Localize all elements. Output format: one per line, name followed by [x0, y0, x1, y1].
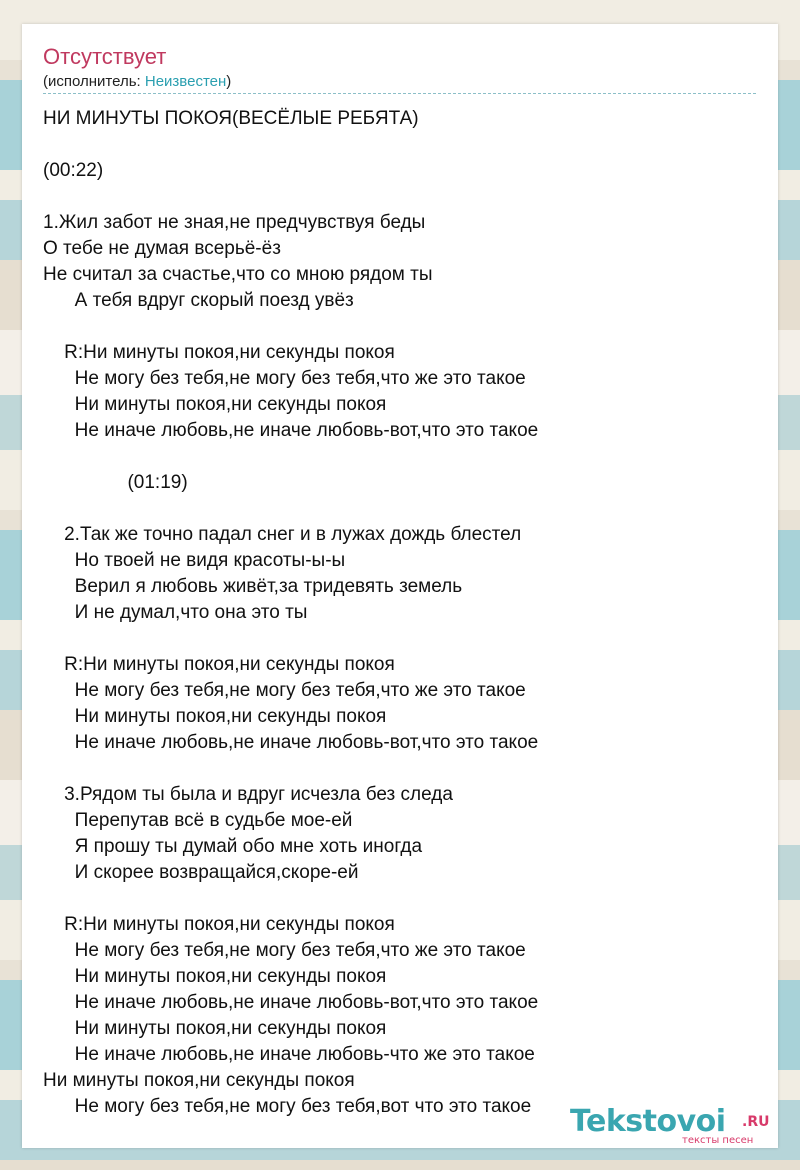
song-title: Отсутствует — [43, 44, 167, 69]
logo-tagline: тексты песен — [682, 1135, 754, 1146]
artist-line — [43, 73, 231, 90]
lyrics-text: НИ МИНУТЫ ПОКОЯ(ВЕСЁЛЫЕ РЕБЯТА) (00:22) 1.Жил забот не зная,не предчувствуя беды О тебе не думая всерьё-ёз Не считал за счастье,что со мною рядом ты А тебя вдруг скорый поезд увёз R:Ни минуты покоя,ни секунды покоя Не могу без тебя,не могу без тебя,что же это такое Ни минуты покоя,ни секунды покоя Не иначе любовь,не иначе любовь-вот,что это такое (01:19) 2.Так же точно падал снег и в лужах дождь блестел Но твоей не видя красоты-ы-ы Верил я любовь живёт,за тридевять земель И не думал,что она это ты R:Ни минуты покоя,ни секунды покоя Не могу без тебя,не могу без тебя,что же это такое Ни минуты покоя,ни секунды покоя Не иначе любовь,не иначе любовь-вот,что это такое 3.Рядом ты была и вдруг исчезла без следа Перепутав всё в судьбе мое-ей Я прошу ты думай обо мне хоть иногда И скорее возвращайся,скоре-ей R:Ни минуты покоя,ни секунды покоя Не могу без тебя,не могу без тебя,что же это такое Ни минуты покоя,ни секунды покоя Не иначе любовь,не иначе любовь-вот,что это такое Ни минуты покоя,ни секунды покоя Не иначе любовь,не иначе любовь-что же это такое Ни минуты покоя,ни секунды покоя Не могу без тебя,не могу без тебя,вот что это такое — [43, 108, 539, 1117]
logo-tld: .RU — [742, 1114, 770, 1130]
artist-link[interactable]: Неизвестен — [144, 73, 227, 90]
lyrics-card — [22, 24, 778, 1148]
site-logo[interactable] — [570, 1104, 770, 1144]
logo-name: Tekstovoi — [570, 1104, 726, 1139]
title-divider — [43, 93, 756, 94]
artist-prefix: (исполнитель: — [43, 73, 145, 90]
artist-suffix: ) — [226, 73, 232, 90]
